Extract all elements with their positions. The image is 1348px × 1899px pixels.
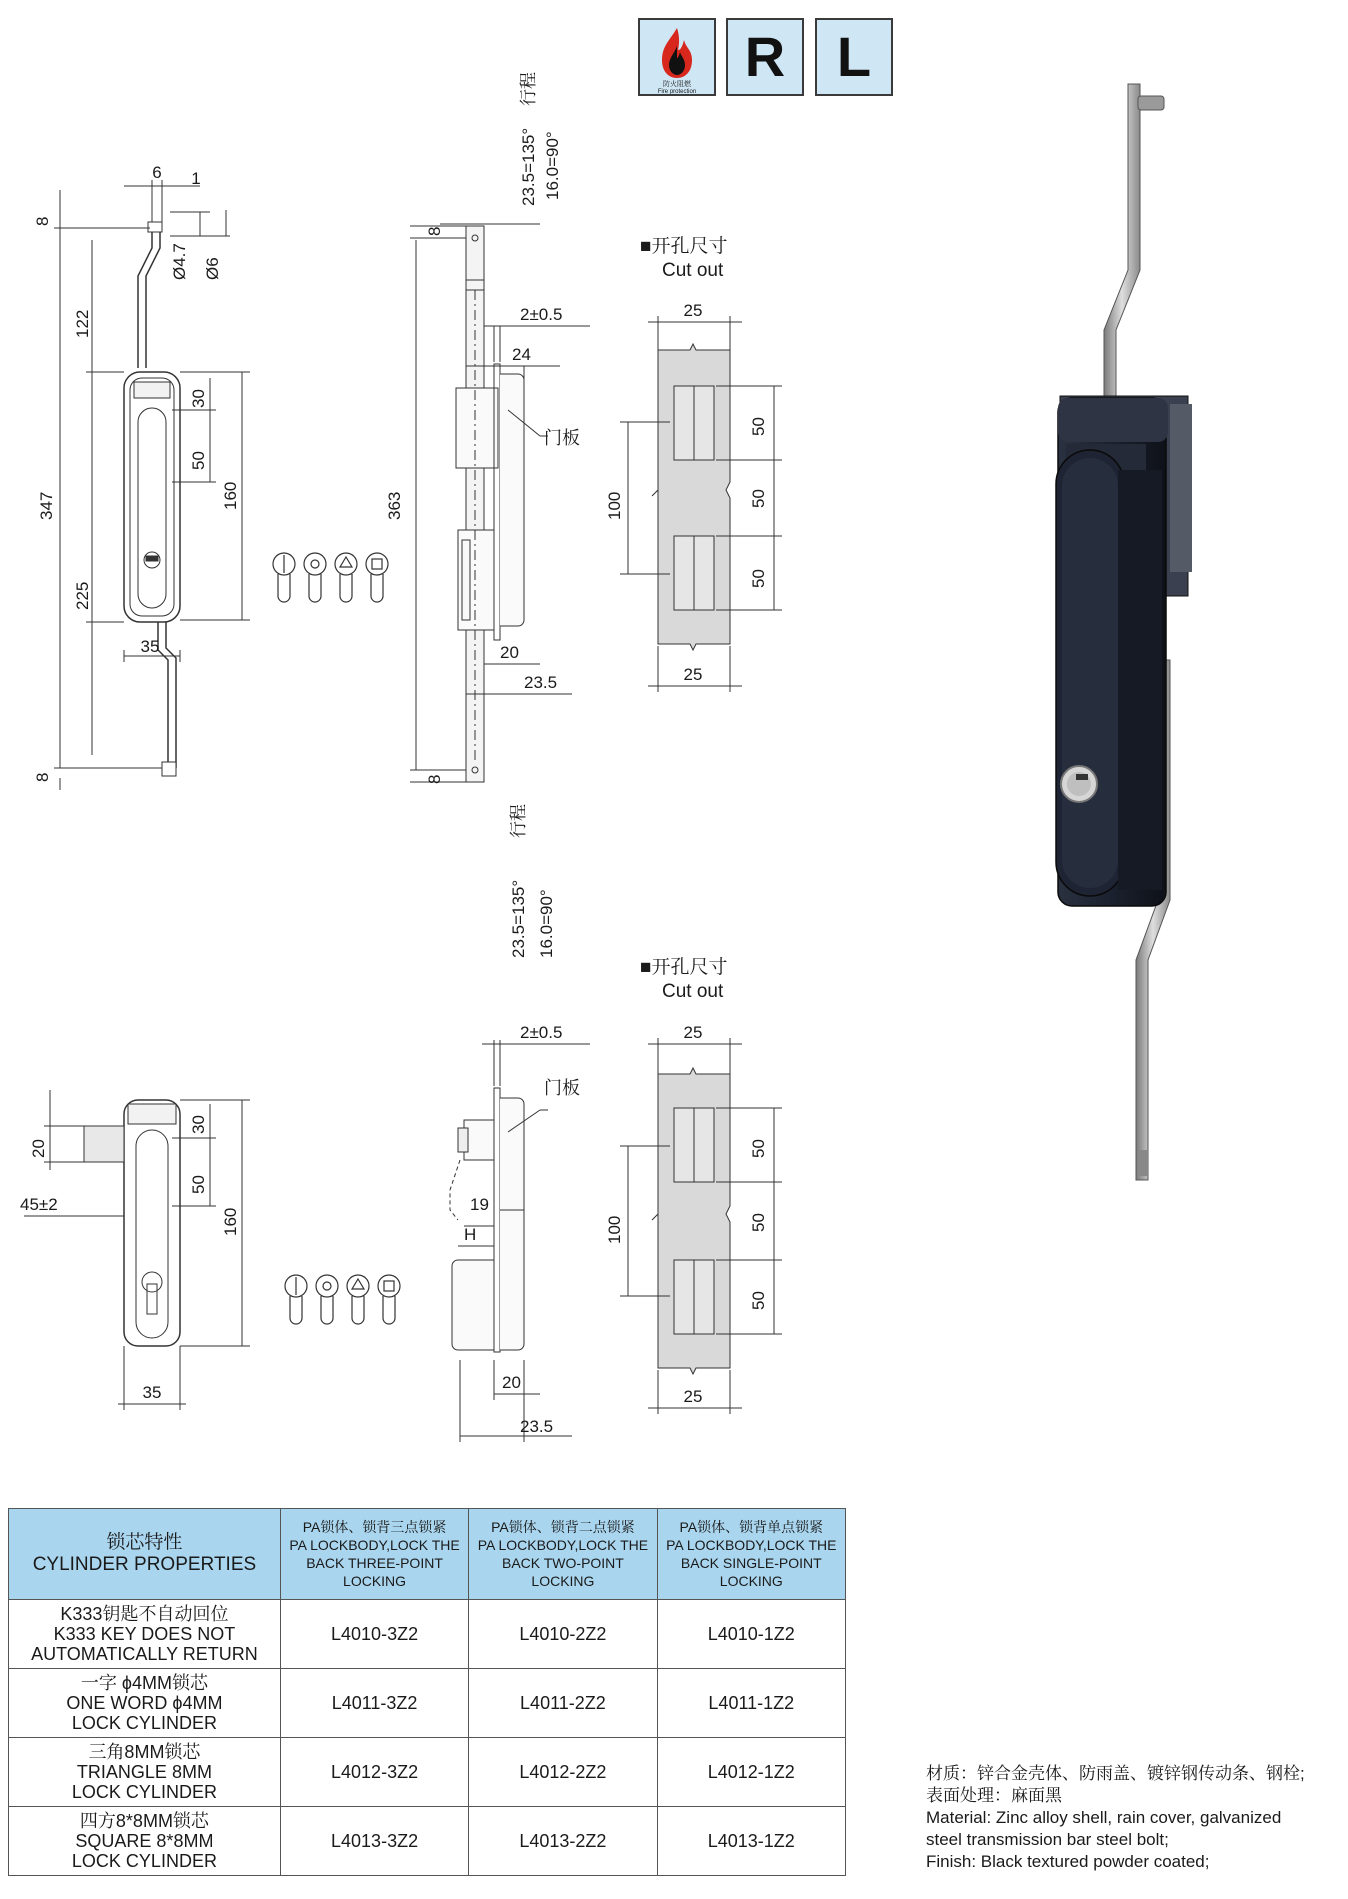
dim-30: 30 (189, 389, 208, 408)
row-label (9, 1807, 281, 1876)
dim-24: 24 (512, 345, 531, 364)
row-label-en1: K333 KEY DOES NOT (53, 1624, 236, 1644)
dim-6: 6 (152, 163, 162, 182)
r-letter: R (744, 25, 786, 88)
dim-225: 225 (73, 581, 92, 610)
stroke-label-top: 行程 (519, 72, 538, 106)
cut-100-top: 100 (605, 491, 624, 520)
dim-8-top: 8 (33, 216, 52, 226)
row-label (9, 1738, 281, 1807)
part-number: L4010-2Z2 (469, 1600, 657, 1669)
product-photo (1056, 84, 1192, 1180)
col-en1: PA LOCKBODY,LOCK THE (666, 1537, 837, 1553)
dim-45: 45±2 (20, 1195, 58, 1214)
fire-caption-cn: 防火阻燃 (663, 81, 691, 88)
fire-caption-en: Fire protection (657, 89, 697, 94)
row-label-en1: TRIANGLE 8MM (76, 1762, 212, 1782)
header-three-point (280, 1509, 468, 1600)
panel-label-bottom: 门板 (544, 1078, 580, 1098)
part-number: L4012-1Z2 (657, 1738, 845, 1807)
col-en2: BACK SINGLE-POINT LOCKING (680, 1555, 822, 1589)
row-label-en1: ONE WORD ϕ4MM (66, 1693, 223, 1713)
dim-160-bl: 160 (221, 1207, 240, 1236)
header-two-point (469, 1509, 657, 1600)
part-number: L4013-3Z2 (280, 1807, 468, 1876)
finish-en: Finish: Black textured powder coated; (926, 1852, 1210, 1871)
dim-gap-top: 2±0.5 (520, 305, 563, 324)
cutout-title-en: Cut out (662, 260, 724, 281)
dim-d47: Ø4.7 (170, 243, 189, 280)
cutout-title-top (640, 235, 727, 283)
table-row (9, 1669, 846, 1738)
cylinder-properties-table (8, 1508, 846, 1876)
dim-160: 160 (221, 481, 240, 510)
cut-100-bottom: 100 (605, 1215, 624, 1244)
cutout-title-en: Cut out (662, 981, 724, 1002)
dim-8-bottom: 8 (33, 772, 52, 782)
dim-8-side-bottom: 8 (425, 774, 444, 784)
side-view-top (410, 224, 590, 782)
dim-30-bl: 30 (189, 1115, 208, 1134)
cut-50-bottom-c: 50 (749, 1291, 768, 1310)
stroke-b-mid: 16.0=90° (537, 889, 556, 958)
stroke-b-top: 16.0=90° (543, 131, 562, 200)
part-number: L4010-1Z2 (657, 1600, 845, 1669)
dim-50: 50 (189, 451, 208, 470)
row-label (9, 1600, 281, 1669)
dim-20-bottom: 20 (502, 1373, 521, 1392)
table-row (9, 1738, 846, 1807)
dim-23-5-bottom: 23.5 (520, 1417, 554, 1436)
part-number: L4011-1Z2 (657, 1669, 845, 1738)
dim-8-side-top: 8 (425, 226, 444, 236)
cut-25-top-a: 25 (683, 301, 703, 320)
row-label-cn: 三角8MM锁芯 (88, 1742, 201, 1762)
row-label-en2: LOCK CYLINDER (71, 1782, 217, 1802)
cutout-title-bottom (640, 956, 727, 1004)
dim-23-5-top: 23.5 (524, 673, 558, 692)
cut-25-bottom-a: 25 (683, 1023, 703, 1042)
dim-35: 35 (140, 637, 160, 656)
dim-35-bl: 35 (142, 1383, 162, 1402)
header-cn: 锁芯特性 (106, 1532, 183, 1553)
dim-19: 19 (470, 1195, 489, 1214)
dim-1: 1 (191, 169, 201, 188)
cut-25-top-b: 25 (683, 665, 703, 684)
cut-25-bottom-b: 25 (683, 1387, 703, 1406)
finish-cn: 表面处理：麻面黑 (926, 1786, 1062, 1805)
cylinder-icons-bottom (285, 1275, 400, 1324)
row-label-en2: AUTOMATICALLY RETURN (31, 1644, 258, 1664)
table-row (9, 1600, 846, 1669)
part-number: L4013-1Z2 (657, 1807, 845, 1876)
row-label-cn: K333钥匙不自动回位 (60, 1604, 229, 1624)
cylinder-icons-top (273, 553, 388, 602)
part-number: L4011-3Z2 (280, 1669, 468, 1738)
row-label-cn: 一字 ϕ4MM锁芯 (80, 1673, 208, 1693)
dim-122: 122 (73, 309, 92, 338)
row-label-en2: LOCK CYLINDER (71, 1851, 217, 1871)
material-note (926, 1763, 1346, 1873)
cut-50-top-c: 50 (749, 569, 768, 588)
stroke-label-mid: 行程 (509, 804, 528, 838)
dim-20-bl: 20 (29, 1139, 48, 1158)
dim-gap-bottom: 2±0.5 (520, 1023, 563, 1042)
header-en: CYLINDER PROPERTIES (32, 1554, 257, 1575)
col-cn: PA锁体、锁背三点锁紧 (302, 1519, 447, 1535)
cut-50-bottom-b: 50 (749, 1213, 768, 1232)
l-letter: L (836, 25, 872, 88)
dim-d6: Ø6 (203, 257, 222, 280)
part-number: L4010-3Z2 (280, 1600, 468, 1669)
cut-50-bottom-a: 50 (749, 1139, 768, 1158)
material-en-2: steel transmission bar steel bolt; (926, 1830, 1169, 1849)
part-number: L4013-2Z2 (469, 1807, 657, 1876)
col-cn: PA锁体、锁背二点锁紧 (491, 1519, 635, 1535)
col-cn: PA锁体、锁背单点锁紧 (679, 1519, 824, 1535)
cutout-title-cn: ■开孔尺寸 (640, 957, 728, 978)
col-en1: PA LOCKBODY,LOCK THE (289, 1537, 460, 1553)
table-header-row (9, 1509, 846, 1600)
header-cylinder-properties (9, 1509, 281, 1600)
cutout-title-cn: ■开孔尺寸 (640, 236, 728, 257)
stroke-a-top: 23.5=135° (519, 127, 538, 206)
stroke-a-mid: 23.5=135° (509, 879, 528, 958)
row-label (9, 1669, 281, 1738)
col-en2: BACK TWO-POINT LOCKING (501, 1555, 624, 1589)
row-label-en1: SQUARE 8*8MM (75, 1831, 214, 1851)
col-en2: BACK THREE-POINT LOCKING (306, 1555, 443, 1589)
dim-363: 363 (385, 491, 404, 520)
part-number: L4012-2Z2 (469, 1738, 657, 1807)
front-view-bottom (24, 1090, 250, 1410)
panel-label-top: 门板 (544, 428, 580, 448)
table-row (9, 1807, 846, 1876)
row-label-en2: LOCK CYLINDER (71, 1713, 217, 1733)
material-cn: 材质：锌合金壳体、防雨盖、镀锌钢传动条、钢栓; (926, 1764, 1305, 1783)
cut-50-top-b: 50 (749, 489, 768, 508)
dim-h: H (464, 1225, 477, 1244)
cut-50-top-a: 50 (749, 417, 768, 436)
header-single-point (657, 1509, 845, 1600)
part-number: L4012-3Z2 (280, 1738, 468, 1807)
row-label-cn: 四方8*8MM锁芯 (79, 1811, 209, 1831)
material-en-1: Material: Zinc alloy shell, rain cover, galvanized (926, 1808, 1282, 1827)
part-number: L4011-2Z2 (469, 1669, 657, 1738)
dim-20-top: 20 (500, 643, 519, 662)
col-en1: PA LOCKBODY,LOCK THE (477, 1537, 649, 1553)
dim-50-bl: 50 (189, 1175, 208, 1194)
dim-347: 347 (37, 491, 56, 520)
